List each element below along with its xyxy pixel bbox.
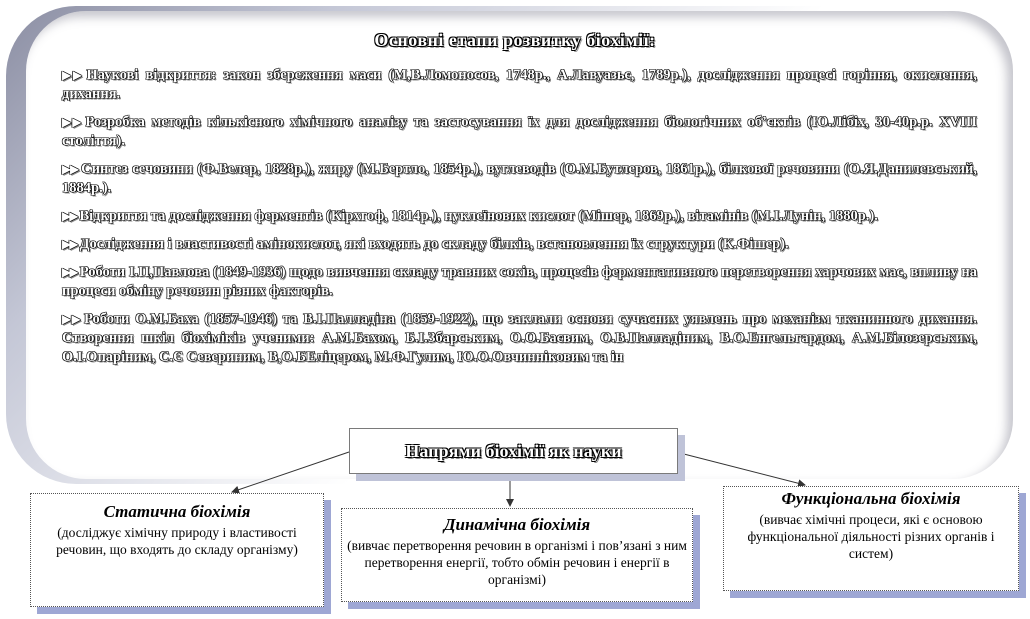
directions-title-box: Напрями біохімії як науки xyxy=(349,428,678,474)
double-arrow-icon: ▶▶ xyxy=(62,265,77,279)
arrow-to-functional xyxy=(676,452,805,485)
double-arrow-icon: ▶▶ xyxy=(62,209,77,223)
main-title: Основні етапи розвитку біохімії: xyxy=(374,30,656,50)
dynamic-biochemistry-title: Динамічна біохімія xyxy=(443,515,591,534)
static-biochemistry-box xyxy=(30,493,324,607)
dynamic-biochemistry-box xyxy=(341,508,693,602)
history-point: ▶▶ Дослідження і властивості амінокислот, які входять до складу білків, встановлення їх структури (К.Фішер). xyxy=(62,236,789,252)
double-arrow-icon: ▶▶ xyxy=(62,68,84,82)
history-point: ▶▶ Розробка методів кількісного хімічного аналізу та застосування їх для дослідження біологічних об’єктів (Ю.Лібіх, 30-40р.р. XVIII століття). xyxy=(62,114,977,149)
double-arrow-icon: ▶▶ xyxy=(62,162,79,176)
double-arrow-icon: ▶▶ xyxy=(62,237,77,251)
double-arrow-icon: ▶▶ xyxy=(62,312,81,326)
history-point: ▶▶ Роботи О.М.Баха (1857-1946) та В.І.Палладіна (1859-1922), що заклали основи сучасних уявлень про механізм тканинного дихання. Створення шкіл біохіміків ученими: А.М.Бахом, Б.І.Збарським, О.О.Баєвим, О.В.Палладіним, В.О.Енгельгардом, А.М.Білозерським, О.І.Опаріним, С.Є Севериним, В,О.БЕліцером, М.Ф.Гулим, Ю.О.Овчинніковим та ін xyxy=(62,311,977,365)
double-arrow-icon: ▶▶ xyxy=(62,115,83,129)
functional-biochemistry-title: Функціональна біохімія xyxy=(781,489,961,508)
functional-biochemistry-description: (вивчає хімічні процеси, які є основою функціональної діяльності різних органів і систем) xyxy=(747,512,995,561)
history-point: ▶▶ Роботи І.П,Павлова (1849-1936) щодо вивчення складу травних соків, процесів ферментативного перетворення харчових мас, впливу на процеси обміну речовин різних факторів. xyxy=(62,264,977,299)
arrow-to-static xyxy=(232,452,349,492)
dynamic-biochemistry-description: (вивчає перетворення речовин в організмі і пов’язані з ним перетворення енергії, тобто обмін речовин і енергії в організмі) xyxy=(347,538,687,587)
static-biochemistry-description: (досліджує хімічну природу і властивості речовин, що входять до складу організму) xyxy=(56,525,298,557)
functional-biochemistry-box xyxy=(723,486,1019,591)
history-point: ▶▶ Синтез сечовини (Ф.Велер, 1828р.), жиру (М.Бертло, 1854р.), вуглеводів (О.М.Бутлеров, 1861р.), білкової речовини (О.Я.Данилевський, 1884р.). xyxy=(62,161,977,196)
static-biochemistry-title: Статична біохімія xyxy=(103,502,251,521)
history-point: ▶▶ Наукові відкриття: закон збереження маси (М,В.Ломоносов, 1748р., А.Лавуазьє, 1789р.), дослідження процесі горіння, окислення, дихання. xyxy=(62,67,977,102)
history-point: ▶▶ Відкриття та дослідження ферментів (Кірхгоф, 1814р.), нуклеїнових кислот (Мішер, 1869р.), вітамінів (М.І.Лунін, 1880р.). xyxy=(62,208,878,224)
